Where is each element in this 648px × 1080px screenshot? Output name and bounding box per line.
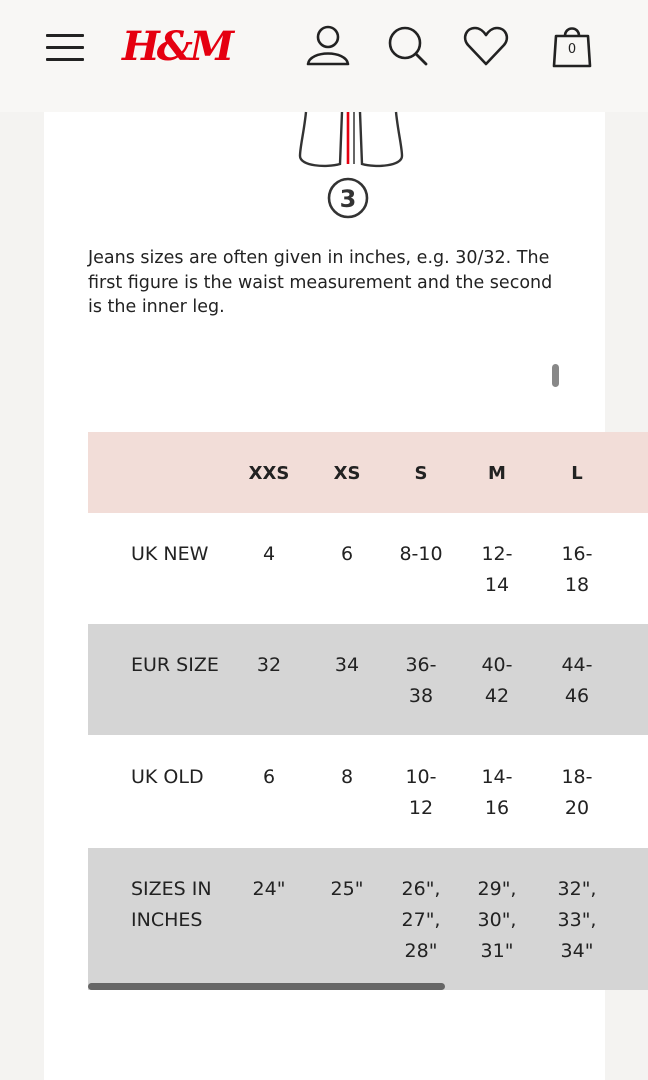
row-label: UK OLD [131, 766, 204, 788]
table-row [88, 624, 648, 735]
top-header [0, 0, 648, 112]
heart-icon[interactable] [462, 22, 510, 70]
table-cell: 34 [334, 654, 360, 676]
table-cell: 6 [340, 543, 354, 565]
table-cell: 12-14 [481, 543, 513, 596]
table-cell: 32 [256, 654, 282, 676]
table-cell: 40-42 [481, 654, 513, 707]
table-cell: 29", 30", 31" [477, 878, 517, 962]
table-cell: 36-38 [405, 654, 437, 707]
inner-leg-illustration [296, 112, 406, 222]
table-cell: 6 [262, 766, 276, 788]
table-cell: 32", 33", 34" [557, 878, 597, 962]
table-row [88, 735, 648, 848]
table-cell: 44-46 [561, 654, 593, 707]
table-header-row [88, 432, 648, 513]
column-header: XS [333, 463, 361, 484]
table-row [88, 513, 648, 624]
menu-icon[interactable] [46, 34, 84, 62]
table-cell: 26", 27", 28" [401, 878, 441, 962]
table-cell: 18-20 [561, 766, 593, 819]
size-table[interactable] [88, 432, 597, 990]
row-label: SIZES IN INCHES [131, 878, 212, 931]
table-cell: 14-16 [481, 766, 513, 819]
table-cell: 24" [252, 878, 286, 900]
table-cell: 10-12 [405, 766, 437, 819]
row-label: EUR SIZE [131, 654, 219, 676]
table-cell: 25" [330, 878, 364, 900]
column-header: XXS [248, 463, 290, 484]
horizontal-scrollbar[interactable] [88, 983, 445, 990]
table-row [88, 848, 648, 990]
cart-count-badge: 0 [567, 42, 577, 57]
vertical-scrollbar[interactable] [552, 364, 559, 387]
row-label: UK NEW [131, 543, 209, 565]
account-icon[interactable] [304, 22, 352, 70]
column-header: M [488, 463, 506, 484]
table-cell: 8-10 [399, 543, 443, 565]
column-header: L [571, 463, 583, 484]
jeans-size-description: Jeans sizes are often given in inches, e.g. 30/32. The first figure is the waist measurement and the second is the inner leg. [88, 248, 553, 317]
column-header: S [414, 463, 428, 484]
table-cell: 4 [262, 543, 276, 565]
step-number: 3 [339, 185, 357, 213]
table-cell: 8 [340, 766, 354, 788]
hm-logo[interactable]: H&M [122, 23, 232, 70]
table-cell: 16-18 [561, 543, 593, 596]
search-icon[interactable] [384, 22, 432, 70]
